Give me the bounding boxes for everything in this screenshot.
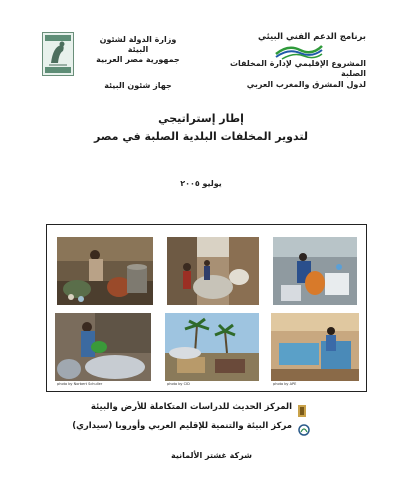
photo-credit-3: photo by APE <box>273 382 297 386</box>
eeaa-logo-icon <box>42 32 74 76</box>
document-date: يوليو ٢٠٠٥ <box>180 179 222 188</box>
header-ministry-line-3: جهاز شئون البيئة <box>104 81 172 90</box>
photo-collage <box>46 224 367 392</box>
footer-line-1: المركز الحديث للدراسات المتكاملة للأرض والبيئة <box>90 402 292 412</box>
header-ministry-block <box>92 35 184 91</box>
document-title-line-2: لتدوير المخلفات البلدية الصلبة في مصر <box>94 130 308 143</box>
photo-worker-plastics <box>55 313 151 381</box>
photo-machine-workshop <box>271 313 359 381</box>
photo-worker-bins <box>57 237 153 305</box>
metap-logo-icon <box>274 40 324 60</box>
footer-line-3: شركة غشتر الألمانية <box>171 451 252 460</box>
photo-credit-1: photo by Norbert Schuller <box>57 382 103 386</box>
header-program-line-1: برنامج الدعم الفني البيئي <box>257 32 366 42</box>
header-program-line-3: لدول المشرق والمغرب العربي <box>246 79 366 89</box>
photo-alley-sacks <box>167 237 259 305</box>
photo-palm-dump <box>165 313 259 381</box>
header-program-line-2: المشروع الإقليمي لإدارة المخلفات الصلبة <box>229 58 366 78</box>
footer-line-2: مركز البيئة والتنمية للإقليم العربي وأوروبا (سيداري) <box>72 421 292 431</box>
photo-credit-2: photo by CID <box>167 382 190 386</box>
document-title-line-1: إطار إستراتيجي <box>158 112 244 125</box>
modern-center-logo-icon <box>296 404 308 418</box>
photo-worker-bags <box>273 237 357 305</box>
header-ministry-line-2: جمهورية مصر العربية <box>96 55 180 64</box>
cedare-logo-icon <box>298 423 310 437</box>
header-ministry-line-1: وزارة الدولة لشئون البيئة <box>99 35 177 54</box>
